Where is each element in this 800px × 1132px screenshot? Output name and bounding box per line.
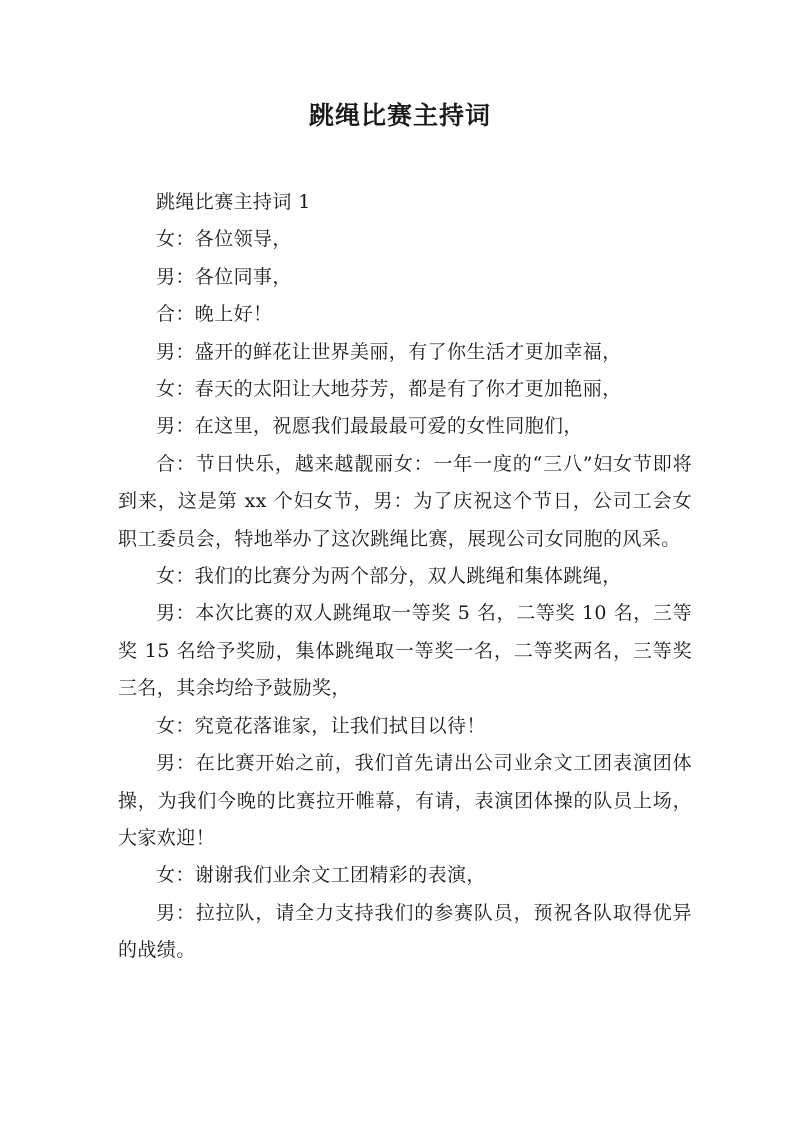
paragraph: 男：在这里，祝愿我们最最最可爱的女性同胞们， bbox=[156, 415, 583, 438]
paragraph: 男：盛开的鲜花让世界美丽，有了你生活才更加幸福， bbox=[156, 340, 622, 363]
paragraph: 女：究竟花落谁家，让我们拭目以待！ bbox=[156, 714, 486, 737]
paragraph: 男：本次比赛的双人跳绳取一等奖 5 名，二等奖 10 名，三等奖 15 名给予奖励，集体跳绳取一等奖一名，二等奖两名，三等奖三名，其余均给予鼓励奖， bbox=[118, 602, 692, 700]
paragraph: 女：谢谢我们业余文工团精彩的表演， bbox=[156, 864, 486, 887]
paragraph: 男：拉拉队，请全力支持我们的参赛队员，预祝各队取得优异的战绩。 bbox=[118, 901, 692, 962]
paragraph: 合：节日快乐，越来越靓丽女：一年一度的“三八”妇女节即将到来，这是第 xx 个妇女节，男：为了庆祝这个节日，公司工会女职工委员会，特地举办了这次跳绳比赛，展现公司女同胞的风采。 bbox=[118, 452, 692, 550]
paragraph: 男：各位同事， bbox=[156, 265, 292, 288]
paragraph-subtitle: 跳绳比赛主持词 1 bbox=[156, 191, 311, 213]
paragraph: 女：春天的太阳让大地芬芳，都是有了你才更加艳丽， bbox=[156, 378, 622, 401]
document-title: 跳绳比赛主持词 bbox=[308, 101, 491, 130]
paragraph: 女：各位领导， bbox=[156, 228, 292, 251]
paragraph: 男：在比赛开始之前，我们首先请出公司业余文工团表演团体操，为我们今晚的比赛拉开帷幕，有请，表演团体操的队员上场，大家欢迎！ bbox=[118, 752, 692, 849]
paragraph: 合：晚上好！ bbox=[156, 303, 273, 326]
document-body bbox=[118, 184, 692, 970]
paragraph: 女：我们的比赛分为两个部分，双人跳绳和集体跳绳， bbox=[156, 565, 622, 588]
